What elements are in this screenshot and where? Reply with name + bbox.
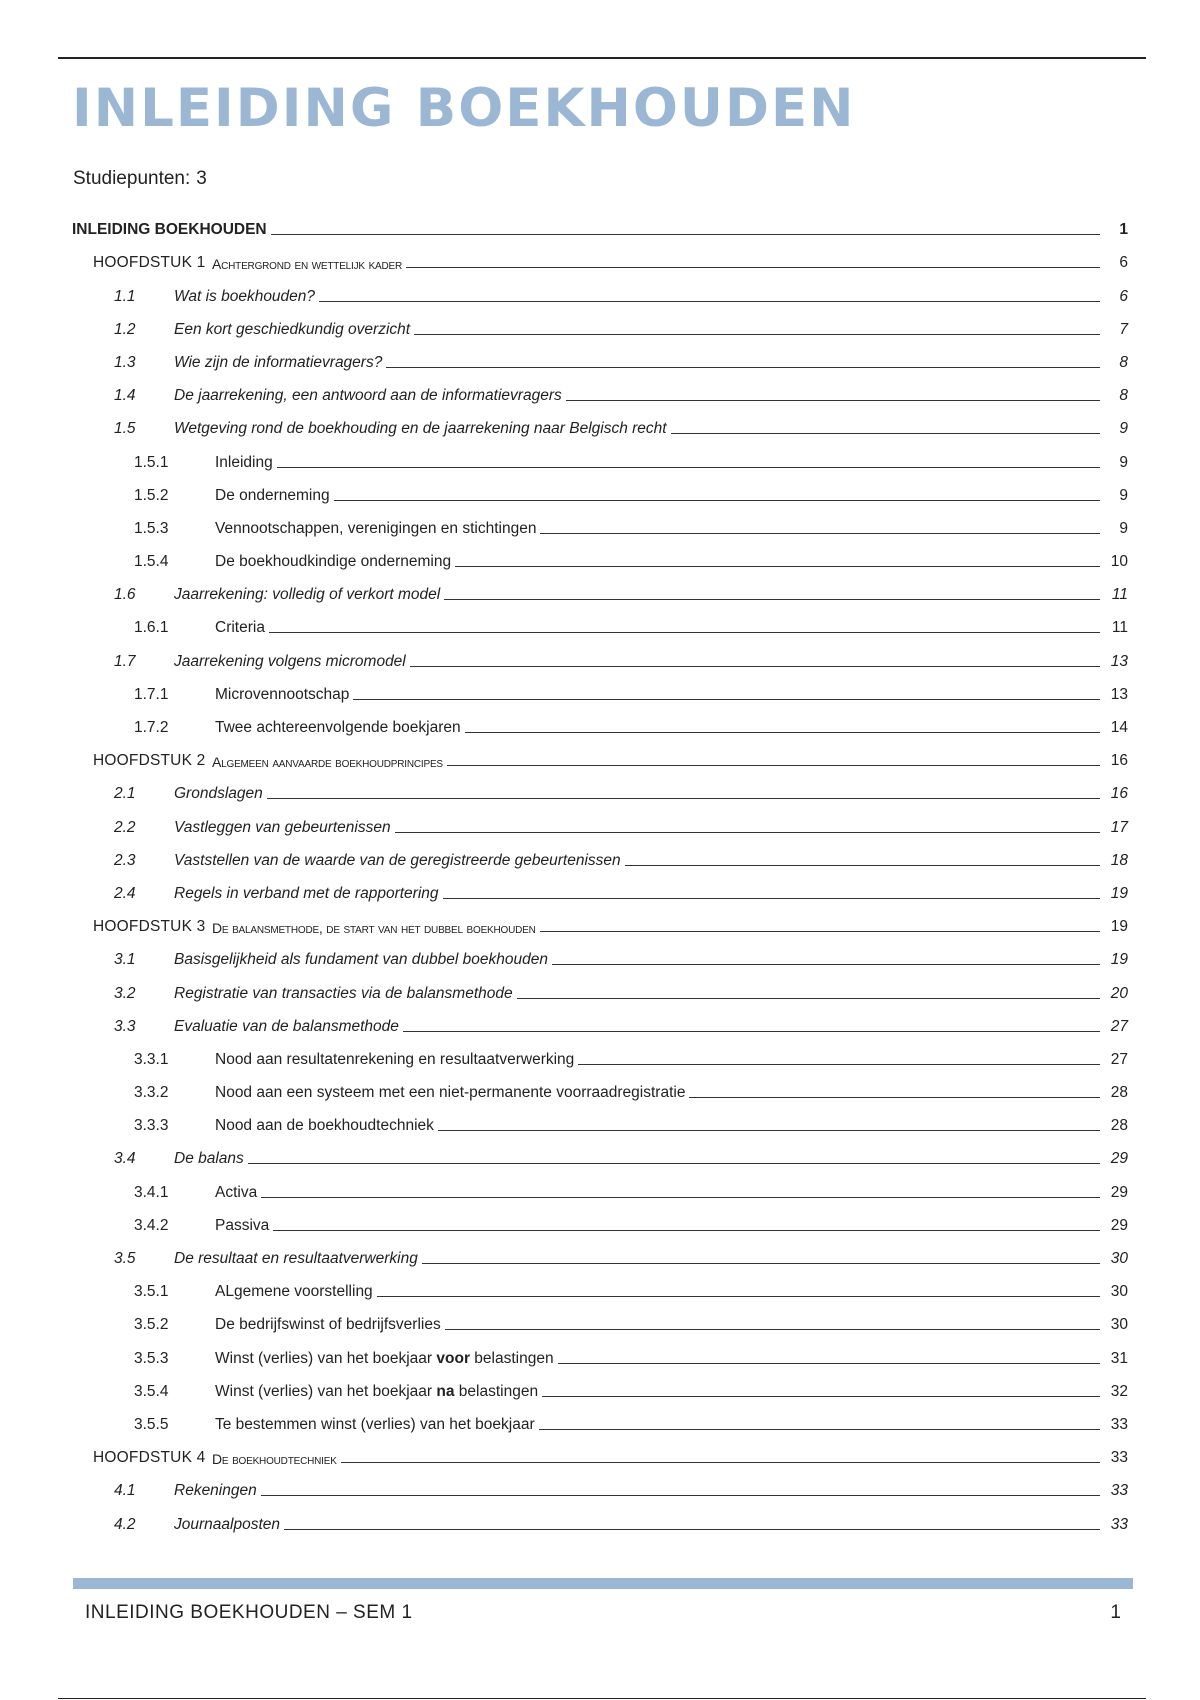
toc-leader-line <box>444 599 1100 600</box>
toc-entry[interactable] <box>72 907 1128 940</box>
toc-entry-page: 13 <box>1110 685 1128 703</box>
toc-entry[interactable] <box>72 675 1128 708</box>
toc-entry-page: 13 <box>1110 652 1128 670</box>
toc-leader-line <box>248 1163 1100 1164</box>
toc-entry-page: 11 <box>1111 619 1128 637</box>
toc-entry-label: Een kort geschiedkundig overzicht <box>174 320 411 338</box>
toc-entry[interactable] <box>72 509 1128 542</box>
toc-leader-line <box>386 367 1100 368</box>
toc-entry[interactable] <box>72 1405 1128 1438</box>
toc-leader-line <box>377 1296 1100 1297</box>
toc-entry-page: 33 <box>1110 1449 1128 1467</box>
toc-entry[interactable] <box>72 608 1128 641</box>
toc-entry-page: 19 <box>1110 884 1128 902</box>
toc-leader-line <box>558 1363 1100 1364</box>
toc-leader-line <box>319 301 1100 302</box>
toc-entry[interactable] <box>72 874 1128 907</box>
toc-entry-label: Grondslagen <box>174 785 263 803</box>
toc-entry-page: 9 <box>1119 519 1128 537</box>
toc-entry-page: 28 <box>1110 1117 1128 1135</box>
toc-entry-label: Wie zijn de informatievragers? <box>174 353 383 371</box>
toc-entry-page: 27 <box>1110 1050 1128 1068</box>
toc-leader-line <box>625 865 1100 866</box>
toc-leader-line <box>540 931 1100 932</box>
toc-entry-label: Jaarrekening: volledig of verkort model <box>174 586 441 604</box>
toc-entry-page: 30 <box>1110 1316 1128 1334</box>
toc-entry-number: 1.7.2 <box>134 719 169 736</box>
toc-entry-number: 1.5 <box>114 420 136 438</box>
toc-entry-label: INLEIDING BOEKHOUDEN <box>72 221 267 239</box>
toc-entry-label: Registratie van transacties via de balansmethode <box>174 984 513 1002</box>
toc-leader-line <box>552 964 1100 965</box>
toc-entry-label: Vennootschappen, verenigingen en stichtingen <box>215 519 537 537</box>
toc-entry[interactable] <box>72 1106 1128 1139</box>
toc-entry-label: ALgemene voorstelling <box>215 1283 373 1301</box>
toc-entry-label: Criteria <box>215 619 265 637</box>
toc-leader-line <box>422 1263 1100 1264</box>
toc-entry-label: De boekhoudtechniek <box>212 1451 337 1468</box>
toc-entry-number: 3.5.5 <box>134 1415 169 1433</box>
toc-entry-label: Basisgelijkheid als fundament van dubbel boekhouden <box>174 951 548 969</box>
toc-entry-page: 29 <box>1110 1216 1128 1234</box>
toc-entry-number: 3.4 <box>114 1150 136 1168</box>
toc-entry[interactable] <box>72 940 1128 973</box>
toc-entry[interactable] <box>72 774 1128 807</box>
toc-entry[interactable] <box>72 641 1128 674</box>
toc-entry-number: 4.1 <box>114 1482 136 1500</box>
footer-title: INLEIDING BOEKHOUDEN – SEM 1 <box>85 1602 413 1623</box>
credits-label: Studiepunten: <box>73 168 191 189</box>
toc-entry[interactable] <box>72 1372 1128 1405</box>
toc-entry-label: De balansmethode, de start van het dubbel boekhouden <box>212 920 536 937</box>
toc-leader-line <box>341 1462 1100 1463</box>
toc-leader-line <box>539 1429 1100 1430</box>
toc-leader-line <box>267 798 1100 799</box>
toc-entry-number: 3.3.3 <box>134 1117 169 1135</box>
toc-entry[interactable] <box>72 343 1128 376</box>
toc-leader-line <box>455 566 1100 567</box>
toc-leader-line <box>540 533 1100 534</box>
toc-entry-label: Inleiding <box>215 453 273 471</box>
toc-entry-page: 29 <box>1110 1183 1128 1201</box>
toc-leader-line <box>406 267 1100 268</box>
toc-entry-number: 1.2 <box>114 320 136 338</box>
toc-entry-page: 32 <box>1110 1382 1128 1400</box>
toc-entry[interactable] <box>72 575 1128 608</box>
toc-entry-number: 1.5.1 <box>134 453 169 471</box>
toc-entry[interactable] <box>72 1338 1128 1371</box>
toc-entry-label: Microvennootschap <box>215 685 350 703</box>
toc-entry-number: 3.1 <box>114 951 136 969</box>
toc-entry-page: 9 <box>1119 420 1128 438</box>
toc-leader-line <box>517 998 1100 999</box>
toc-entry-number: HOOFDSTUK 2 <box>93 752 206 770</box>
toc-entry-page: 6 <box>1119 254 1128 272</box>
toc-leader-line <box>271 234 1100 235</box>
toc-entry-page: 9 <box>1119 453 1128 471</box>
toc-entry-page: 19 <box>1110 951 1128 969</box>
toc-leader-line <box>438 1130 1100 1131</box>
toc-entry[interactable] <box>72 310 1128 343</box>
toc-entry[interactable] <box>72 708 1128 741</box>
toc-entry-label: Achtergrond en wettelijk kader <box>212 256 403 273</box>
toc-entry-page: 8 <box>1119 387 1128 405</box>
toc-entry[interactable] <box>72 210 1128 243</box>
toc-entry-number: 1.5.4 <box>134 553 169 571</box>
footer-accent-bar <box>73 1578 1133 1589</box>
toc-entry-label: Jaarrekening volgens micromodel <box>174 652 406 670</box>
toc-entry-page: 29 <box>1110 1150 1128 1168</box>
toc-entry[interactable] <box>72 841 1128 874</box>
toc-entry-number: 3.3 <box>114 1017 136 1035</box>
toc-leader-line <box>261 1197 1100 1198</box>
toc-entry[interactable] <box>72 1438 1128 1471</box>
toc-entry-page: 1 <box>1119 221 1128 239</box>
toc-entry-page: 19 <box>1110 918 1128 936</box>
toc-entry-label: Wat is boekhouden? <box>174 287 316 305</box>
toc-leader-line <box>395 832 1100 833</box>
credits-value: 3 <box>196 168 207 189</box>
toc-entry-label: Nood aan resultatenrekening en resultaatverwerking <box>215 1050 575 1068</box>
toc-entry[interactable] <box>72 1172 1128 1205</box>
table-of-contents <box>72 210 1128 1538</box>
toc-entry-label: Winst (verlies) van het boekjaar na belastingen <box>215 1382 539 1400</box>
toc-entry-page: 31 <box>1110 1349 1128 1367</box>
toc-entry-number: 3.5 <box>114 1250 136 1267</box>
toc-entry-number: 3.4.1 <box>134 1183 169 1201</box>
toc-entry-label: De bedrijfswinst of bedrijfsverlies <box>215 1316 441 1334</box>
toc-entry[interactable] <box>72 1073 1128 1106</box>
toc-entry-label: Rekeningen <box>174 1482 257 1500</box>
toc-leader-line <box>410 666 1100 667</box>
toc-entry-number: 3.3.1 <box>134 1050 169 1068</box>
toc-entry[interactable] <box>72 442 1128 475</box>
toc-entry-page: 17 <box>1110 818 1128 836</box>
toc-entry-page: 7 <box>1119 320 1128 338</box>
toc-entry-page: 33 <box>1110 1482 1128 1500</box>
toc-entry-number: 2.3 <box>114 851 136 869</box>
toc-leader-line <box>465 732 1100 733</box>
toc-entry-page: 18 <box>1110 851 1128 869</box>
toc-leader-line <box>566 400 1100 401</box>
toc-entry-label: Journaalposten <box>174 1515 280 1533</box>
toc-entry-page: 8 <box>1119 353 1128 371</box>
toc-entry-number: 3.3.2 <box>134 1084 169 1102</box>
toc-entry-number: 3.5.2 <box>134 1316 169 1334</box>
toc-entry-page: 14 <box>1110 719 1128 736</box>
toc-entry-page: 16 <box>1110 752 1128 770</box>
toc-entry-number: 1.1 <box>114 287 136 305</box>
toc-entry-label: Vastleggen van gebeurtenissen <box>174 818 391 836</box>
toc-entry-label: Algemeen aanvaarde boekhoudprincipes <box>212 754 443 771</box>
toc-entry-page: 11 <box>1111 586 1128 604</box>
toc-leader-line <box>273 1230 1100 1231</box>
toc-entry-label: De boekhoudkindige onderneming <box>215 553 452 571</box>
toc-entry[interactable] <box>72 973 1128 1006</box>
toc-leader-line <box>443 898 1100 899</box>
toc-entry-label: Vaststellen van de waarde van de geregistreerde gebeurtenissen <box>174 851 621 869</box>
toc-entry-number: 1.4 <box>114 387 136 405</box>
toc-entry-number: 1.3 <box>114 353 136 371</box>
toc-entry-number: HOOFDSTUK 4 <box>93 1449 206 1467</box>
toc-entry-page: 6 <box>1119 287 1128 305</box>
footer-rule <box>58 1698 1146 1700</box>
toc-entry-page: 30 <box>1110 1283 1128 1301</box>
toc-entry[interactable] <box>72 476 1128 509</box>
toc-entry[interactable] <box>72 1239 1128 1272</box>
toc-entry[interactable] <box>72 1504 1128 1537</box>
toc-entry[interactable] <box>72 1040 1128 1073</box>
toc-entry-label: Nood aan de boekhoudtechniek <box>215 1117 434 1135</box>
toc-entry-page: 27 <box>1110 1017 1128 1035</box>
toc-entry-page: 33 <box>1110 1415 1128 1433</box>
toc-entry-page: 33 <box>1110 1515 1128 1533</box>
toc-entry-number: 1.6 <box>114 586 136 604</box>
toc-entry-label: Te bestemmen winst (verlies) van het boekjaar <box>215 1415 535 1433</box>
toc-leader-line <box>353 699 1100 700</box>
toc-entry-label: Winst (verlies) van het boekjaar voor belastingen <box>215 1349 554 1367</box>
toc-entry-number: 2.1 <box>114 785 136 803</box>
toc-leader-line <box>403 1031 1100 1032</box>
toc-leader-line <box>578 1064 1100 1065</box>
toc-entry[interactable] <box>72 276 1128 309</box>
toc-entry-label: De jaarrekening, een antwoord aan de informatievragers <box>174 387 562 405</box>
toc-entry[interactable] <box>72 807 1128 840</box>
toc-entry-number: HOOFDSTUK 1 <box>93 254 206 272</box>
toc-leader-line <box>261 1495 1100 1496</box>
toc-entry-number: 3.2 <box>114 984 136 1002</box>
toc-entry[interactable] <box>72 542 1128 575</box>
toc-entry-label: De onderneming <box>215 486 330 504</box>
toc-entry[interactable] <box>72 409 1128 442</box>
toc-leader-line <box>269 632 1100 633</box>
toc-leader-line <box>542 1396 1100 1397</box>
toc-entry[interactable] <box>72 1007 1128 1040</box>
toc-entry[interactable] <box>72 376 1128 409</box>
toc-entry-number: 1.6.1 <box>134 619 169 637</box>
toc-entry-number: HOOFDSTUK 3 <box>93 918 206 936</box>
toc-entry-number: 1.5.3 <box>134 519 169 537</box>
toc-leader-line <box>414 334 1100 335</box>
toc-entry-page: 16 <box>1110 785 1128 803</box>
toc-entry-number: 1.5.2 <box>134 486 169 504</box>
toc-leader-line <box>334 500 1100 501</box>
toc-entry-label: Wetgeving rond de boekhouding en de jaarrekening naar Belgisch recht <box>174 420 667 438</box>
toc-leader-line <box>689 1097 1100 1098</box>
toc-entry-page: 28 <box>1110 1084 1128 1102</box>
toc-entry-label: Evaluatie van de balansmethode <box>174 1017 399 1035</box>
toc-entry[interactable] <box>72 1206 1128 1239</box>
toc-entry-label: Nood aan een systeem met een niet-permanente voorraadregistratie <box>215 1084 686 1102</box>
toc-leader-line <box>445 1329 1100 1330</box>
toc-entry[interactable] <box>72 1272 1128 1305</box>
toc-entry-page: 30 <box>1110 1250 1128 1267</box>
toc-entry-number: 1.7.1 <box>134 685 169 703</box>
toc-entry-number: 2.4 <box>114 884 136 902</box>
toc-entry-number: 3.5.4 <box>134 1382 169 1400</box>
toc-entry-number: 4.2 <box>114 1515 136 1533</box>
toc-entry-page: 20 <box>1110 984 1128 1002</box>
toc-entry-number: 1.7 <box>114 652 136 670</box>
toc-entry-number: 3.5.1 <box>134 1283 169 1301</box>
toc-leader-line <box>284 1529 1100 1530</box>
study-credits <box>73 168 213 190</box>
toc-entry-page: 9 <box>1119 486 1128 504</box>
toc-leader-line <box>447 765 1100 766</box>
toc-leader-line <box>671 433 1100 434</box>
toc-entry-page: 10 <box>1110 553 1128 571</box>
toc-entry[interactable] <box>72 1139 1128 1172</box>
toc-entry-number: 2.2 <box>114 818 136 836</box>
document-title: INLEIDING BOEKHOUDEN <box>72 78 856 139</box>
toc-entry-label: De balans <box>174 1150 244 1168</box>
toc-entry-label: Passiva <box>215 1216 270 1234</box>
toc-leader-line <box>277 467 1100 468</box>
toc-entry-number: 3.4.2 <box>134 1216 169 1234</box>
toc-entry[interactable] <box>72 741 1128 774</box>
footer-page-number: 1 <box>1110 1602 1121 1623</box>
toc-entry-label: Activa <box>215 1183 258 1201</box>
toc-entry-label: Twee achtereenvolgende boekjaren <box>215 719 461 736</box>
toc-entry[interactable] <box>72 243 1128 276</box>
header-rule <box>58 57 1146 59</box>
toc-entry-number: 3.5.3 <box>134 1349 169 1367</box>
toc-entry-label: De resultaat en resultaatverwerking <box>174 1250 418 1267</box>
toc-entry[interactable] <box>72 1471 1128 1504</box>
toc-entry[interactable] <box>72 1305 1128 1338</box>
toc-entry-label: Regels in verband met de rapportering <box>174 884 439 902</box>
